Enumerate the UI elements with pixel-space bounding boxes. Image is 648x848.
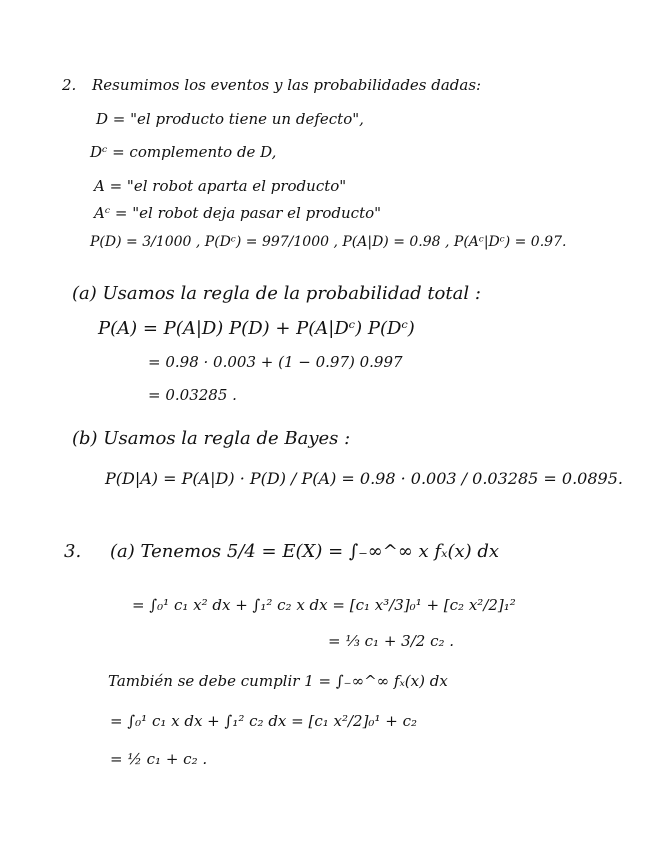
definition-Dc: Dᶜ = complemento de D, xyxy=(90,143,277,161)
part-a-label: (a) Usamos la regla de la probabilidad total : xyxy=(72,283,481,304)
part-a-equation-1: P(A) = P(A|D) P(D) + P(A|Dᶜ) P(Dᶜ) xyxy=(98,318,415,339)
definition-D: D = "el producto tiene un defecto", xyxy=(96,110,364,128)
part-b-label: (b) Usamos la regla de Bayes : xyxy=(72,428,351,449)
part-a-equation-2: = 0.98 · 0.003 + (1 − 0.97) 0.997 xyxy=(148,353,403,371)
problem-2-intro: Resumimos los eventos y las probabilidades dadas: xyxy=(92,76,482,94)
part-a-equation-3: = 0.03285 . xyxy=(148,386,237,404)
problem-3-integral-expansion: = ∫₀¹ c₁ x² dx + ∫₁² c₂ x dx = [c₁ x³/3]₀¹ + [c₂ x²/2]₁² xyxy=(132,596,516,614)
problem-3-normalization-expansion: = ∫₀¹ c₁ x dx + ∫₁² c₂ dx = [c₁ x²/2]₀¹ + c₂ xyxy=(110,712,417,730)
definition-A: A = "el robot aparta el producto" xyxy=(94,177,347,195)
definition-Ac: Aᶜ = "el robot deja pasar el producto" xyxy=(94,204,382,222)
problem-3-result-1: = ⅓ c₁ + 3/2 c₂ . xyxy=(328,632,455,650)
problem-3-expectation: (a) Tenemos 5/4 = E(X) = ∫₋∞^∞ x fₓ(x) dx xyxy=(110,541,500,562)
problem-2-number: 2. xyxy=(62,76,77,94)
problem-3-number: 3. xyxy=(64,541,82,562)
problem-3-result-2: = ½ c₁ + c₂ . xyxy=(110,750,208,768)
given-probabilities: P(D) = 3/1000 , P(Dᶜ) = 997/1000 , P(A|D) = 0.98 , P(Aᶜ|Dᶜ) = 0.97. xyxy=(90,234,567,250)
part-b-equation: P(D|A) = P(A|D) · P(D) / P(A) = 0.98 · 0.003 / 0.03285 = 0.0895. xyxy=(105,469,623,488)
problem-3-normalization-label: También se debe cumplir 1 = ∫₋∞^∞ fₓ(x) dx xyxy=(108,672,448,690)
